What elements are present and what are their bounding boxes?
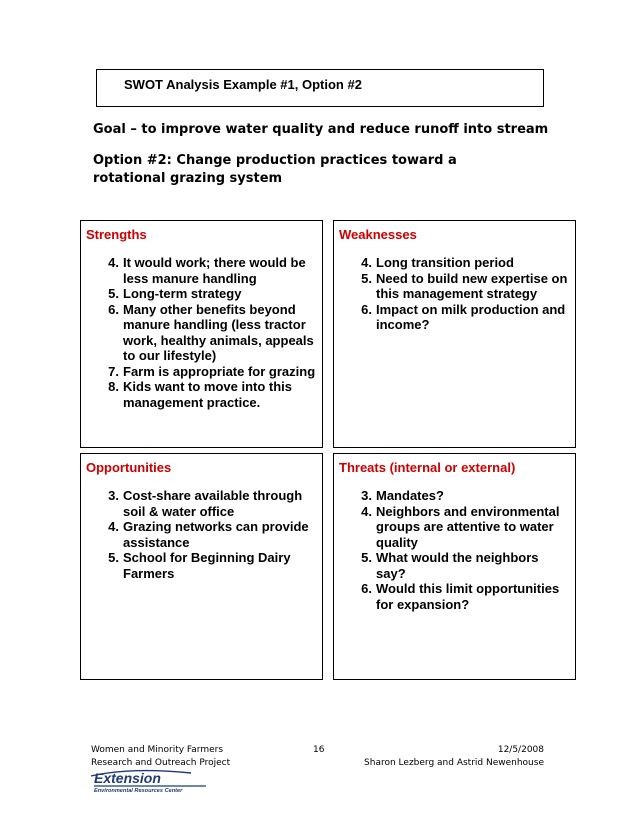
list-item: 7. Farm is appropriate for grazing: [108, 363, 316, 379]
footer-authors: Sharon Lezberg and Astrid Newenhouse: [364, 758, 544, 768]
logo-subtitle: Environmental Resources Center: [94, 788, 183, 793]
opportunities-list: [91, 488, 316, 581]
footer-project-line2: Research and Outreach Project: [91, 758, 231, 768]
page-title: SWOT Analysis Example #1, Option #2: [124, 77, 362, 92]
footer-page-number: 16: [313, 745, 325, 755]
option-statement: Option #2: Change production practices toward a rotational grazing system: [93, 153, 457, 186]
list-item: 4. It would work; there would be less manure handling: [108, 255, 306, 286]
title-box: [96, 69, 544, 107]
list-item: 5. School for Beginning Dairy Farmers: [108, 550, 291, 581]
list-item: 6. Impact on milk production and income?: [361, 301, 566, 332]
strengths-list: [91, 255, 316, 410]
footer-right: [364, 744, 544, 770]
strengths-box: [80, 220, 323, 448]
list-item: 5. Need to build new expertise on this management strategy: [361, 270, 568, 301]
footer-date: 12/5/2008: [497, 745, 544, 755]
list-item: 6. Would this limit opportunities for expansion?: [361, 581, 560, 612]
list-item: 3. Cost-share available through soil & water office: [108, 488, 303, 519]
list-item: 4. Long transition period: [361, 255, 514, 270]
extension-logo-graphic: [91, 769, 231, 793]
footer-project-line1: Women and Minority Farmers: [91, 745, 224, 755]
weaknesses-list: [344, 255, 569, 333]
threats-box: [333, 453, 576, 680]
threats-heading: Threats (internal or external): [339, 460, 516, 475]
list-item: 5. What would the neighbors say?: [361, 550, 539, 581]
list-item: 4. Grazing networks can provide assistance: [108, 519, 309, 550]
list-item: 3. Mandates?: [361, 488, 444, 503]
list-item: 6. Many other benefits beyond manure handling (less tractor work, healthy animals, appeals to our lifestyle): [108, 301, 314, 363]
logo-word: Extension: [94, 770, 161, 786]
footer-left: [91, 744, 230, 770]
weaknesses-box: [333, 220, 576, 448]
threats-list: [344, 488, 569, 612]
extension-logo: [91, 769, 231, 793]
goal-statement: Goal – to improve water quality and reduce runoff into stream: [93, 122, 549, 137]
list-item: 8. Kids want to move into this management practice.: [108, 379, 293, 410]
list-item: 4. Neighbors and environmental groups are attentive to water quality: [361, 503, 560, 550]
strengths-heading: Strengths: [86, 227, 147, 242]
opportunities-heading: Opportunities: [86, 460, 172, 475]
opportunities-box: [80, 453, 323, 680]
list-item: 5. Long-term strategy: [108, 286, 242, 301]
weaknesses-heading: Weaknesses: [339, 227, 417, 242]
